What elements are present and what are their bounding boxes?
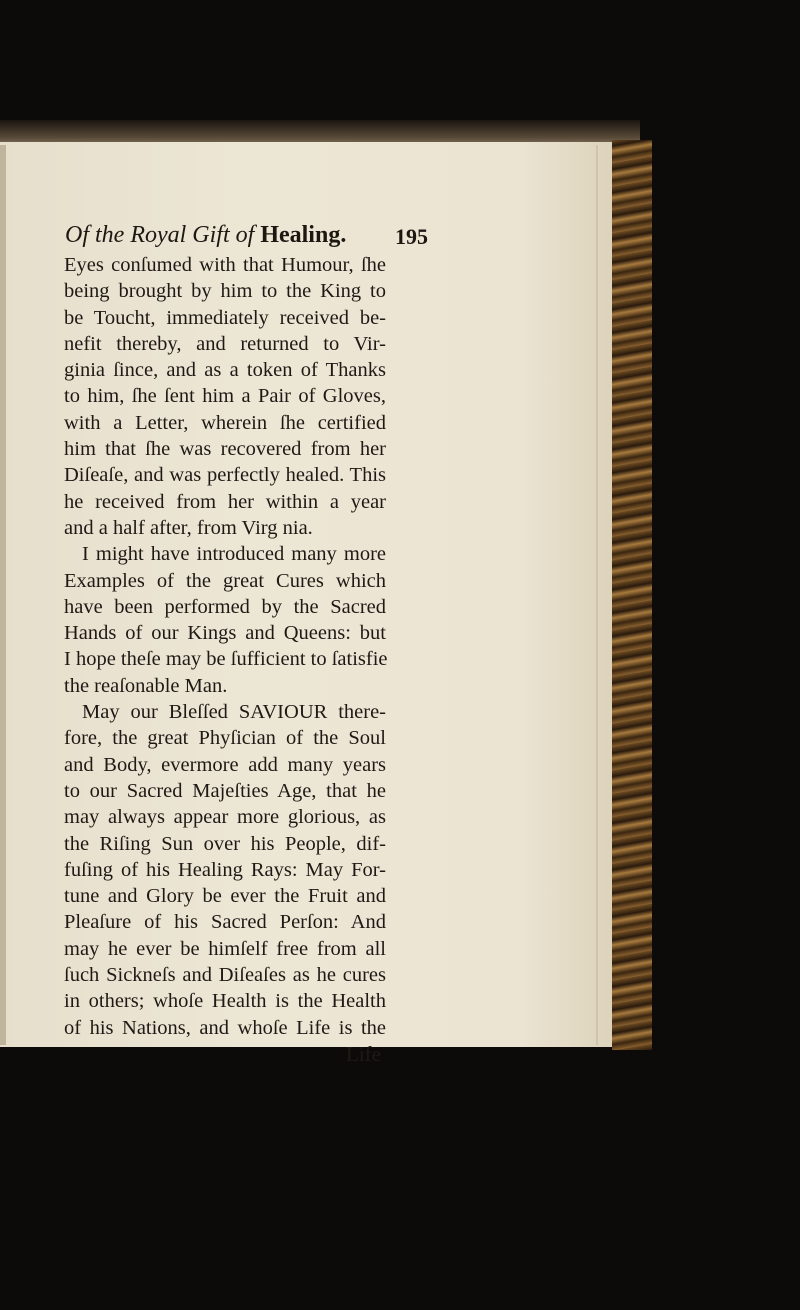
text-line: the Riſing Sun over his People, dif-: [64, 832, 386, 855]
text-line: fore, the great Phyſician of the Soul: [64, 727, 386, 750]
header-healing: Healing.: [260, 222, 347, 248]
text-line: may always appear more glorious, as: [64, 806, 386, 829]
text-line: tune and Glory be ever the Fruit and: [64, 885, 386, 908]
text-line: be Toucht, immediately received be-: [64, 306, 386, 329]
page-left-edge: [0, 145, 6, 1045]
text-line: Eyes conſumed with that Humour, ſhe: [64, 254, 386, 276]
catchword: Life: [346, 1042, 381, 1066]
text-line: nefit thereby, and returned to Vir-: [64, 332, 386, 355]
text-line: have been performed by the Sacred: [64, 595, 386, 618]
decorated-binding: [612, 140, 652, 1050]
page-fold-line: [596, 145, 598, 1045]
text-line: and Body, evermore add many years: [64, 753, 386, 776]
text-line: Examples of the great Cures which: [64, 569, 386, 592]
text-line: him that ſhe was recovered from her: [64, 438, 386, 461]
header-prefix: Of the: [65, 222, 131, 248]
text-line: I might have introduced many more: [82, 543, 386, 566]
text-line: to our Sacred Majeſties Age, that he: [64, 779, 386, 802]
body-text: [64, 252, 386, 1041]
text-line: Pleaſure of his Sacred Perſon: And: [64, 911, 386, 934]
text-line: Diſeaſe, and was perfectly healed. This: [64, 464, 386, 487]
text-line: I hope theſe may be ſufficient to ſatisfie: [64, 648, 388, 671]
text-line: to him, ſhe ſent him a Pair of Gloves,: [64, 385, 386, 408]
text-line: being brought by him to the King to: [64, 280, 386, 303]
header-royal: Royal Gift of: [130, 222, 261, 248]
text-line: fuſing of his Healing Rays: May For-: [64, 858, 386, 881]
text-line: May our Bleſſed SAVIOUR there-: [82, 701, 386, 724]
text-line: in others; whoſe Health is the Health: [64, 990, 386, 1013]
text-line: with a Letter, wherein ſhe certified: [64, 411, 386, 434]
text-line: ginia ſince, and as a token of Thanks: [64, 359, 386, 382]
text-line: of his Nations, and whoſe Life is the: [64, 1016, 386, 1039]
text-line: he received from her within a year: [64, 490, 386, 513]
page-number: 195: [395, 224, 428, 249]
text-line: may he ever be himſelf free from all: [64, 937, 386, 960]
text-line: ſuch Sickneſs and Diſeaſes as he cures: [64, 964, 386, 987]
running-header: [65, 222, 395, 249]
text-line: Hands of our Kings and Queens: but: [64, 622, 386, 645]
text-line: the reaſonable Man.: [64, 674, 228, 697]
text-line: and a half after, from Virg nia.: [64, 516, 313, 539]
